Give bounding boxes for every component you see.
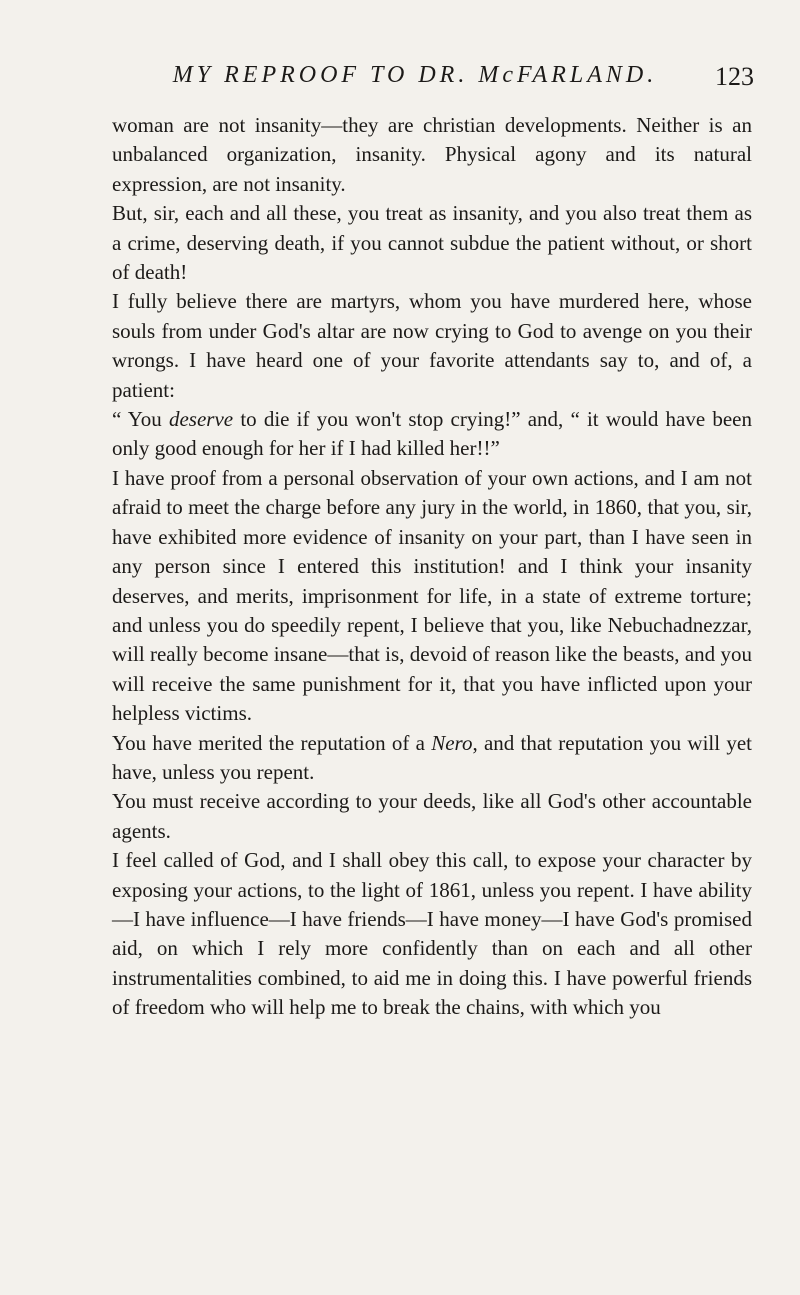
paragraph-3: I fully believe there are martyrs, whom you have murdered here, whose souls from under God's altar are now crying to God to avenge on you their wrongs. I have heard one of your favorite attendants say to, and of, a patient: xyxy=(112,289,752,402)
quote-rest: to die if you won't stop crying!” and, “ it would have been only good enough for her if I had killed her!!” xyxy=(112,407,752,461)
paragraph-4: I have proof from a personal observation of your own actions, and I am not afraid to meet the charge before any jury in the world, in 1860, that you, sir, have exhibited more evidence of insanity on your part, than I have seen in any person since I entered this institution! and I think your insanity deserves, and merits, imprisonment for life, in a state of extreme torture; and unless you do speedily repent, I believe that you, like Nebuchadnezzar, will really become insane—that is, devoid of reason like the beasts, and you will receive the same punishment for it, that you have inflicted upon your helpless victims. xyxy=(112,465,752,726)
paragraph-2: But, sir, each and all these, you treat as insanity, and you also treat them as a crime, deserving death, if you cannot subdue the patient without, or short of death! xyxy=(112,201,752,285)
page-number: 123 xyxy=(715,62,754,91)
nero-name: Nero xyxy=(431,730,473,755)
running-head: MY REPROOF TO DR. McFARLAND. xyxy=(172,62,658,88)
body-text xyxy=(112,111,752,1023)
paragraph-1: woman are not insanity—they are christian developments. Neither is an unbalanced organization, insanity. Physical agony and its natural expression, are not insanity. xyxy=(112,113,752,196)
paragraph-5: You must receive according to your deeds, like all God's other accountable agents. xyxy=(112,789,752,843)
paragraph-6: I feel called of God, and I shall obey this call, to expose your character by exposing your actions, to the light of 1861, unless you repent. I have ability—I have influence—I have friends—I have money—I have God's promised aid, on which I rely more confidently than on each and all other instrumentalities combined, to aid me in doing this. I have powerful friends of freedom who will help me to break the chains, with which you xyxy=(112,848,752,1020)
quote-open: “ You xyxy=(112,407,169,432)
nero-after: , and that reputation you will yet have, unless you repent. xyxy=(112,730,752,784)
nero-before: You have merited the reputation of a xyxy=(112,730,432,755)
quoted-speech xyxy=(112,405,752,464)
paragraph-nero xyxy=(112,729,752,788)
quote-emphasis: deserve xyxy=(168,407,234,432)
